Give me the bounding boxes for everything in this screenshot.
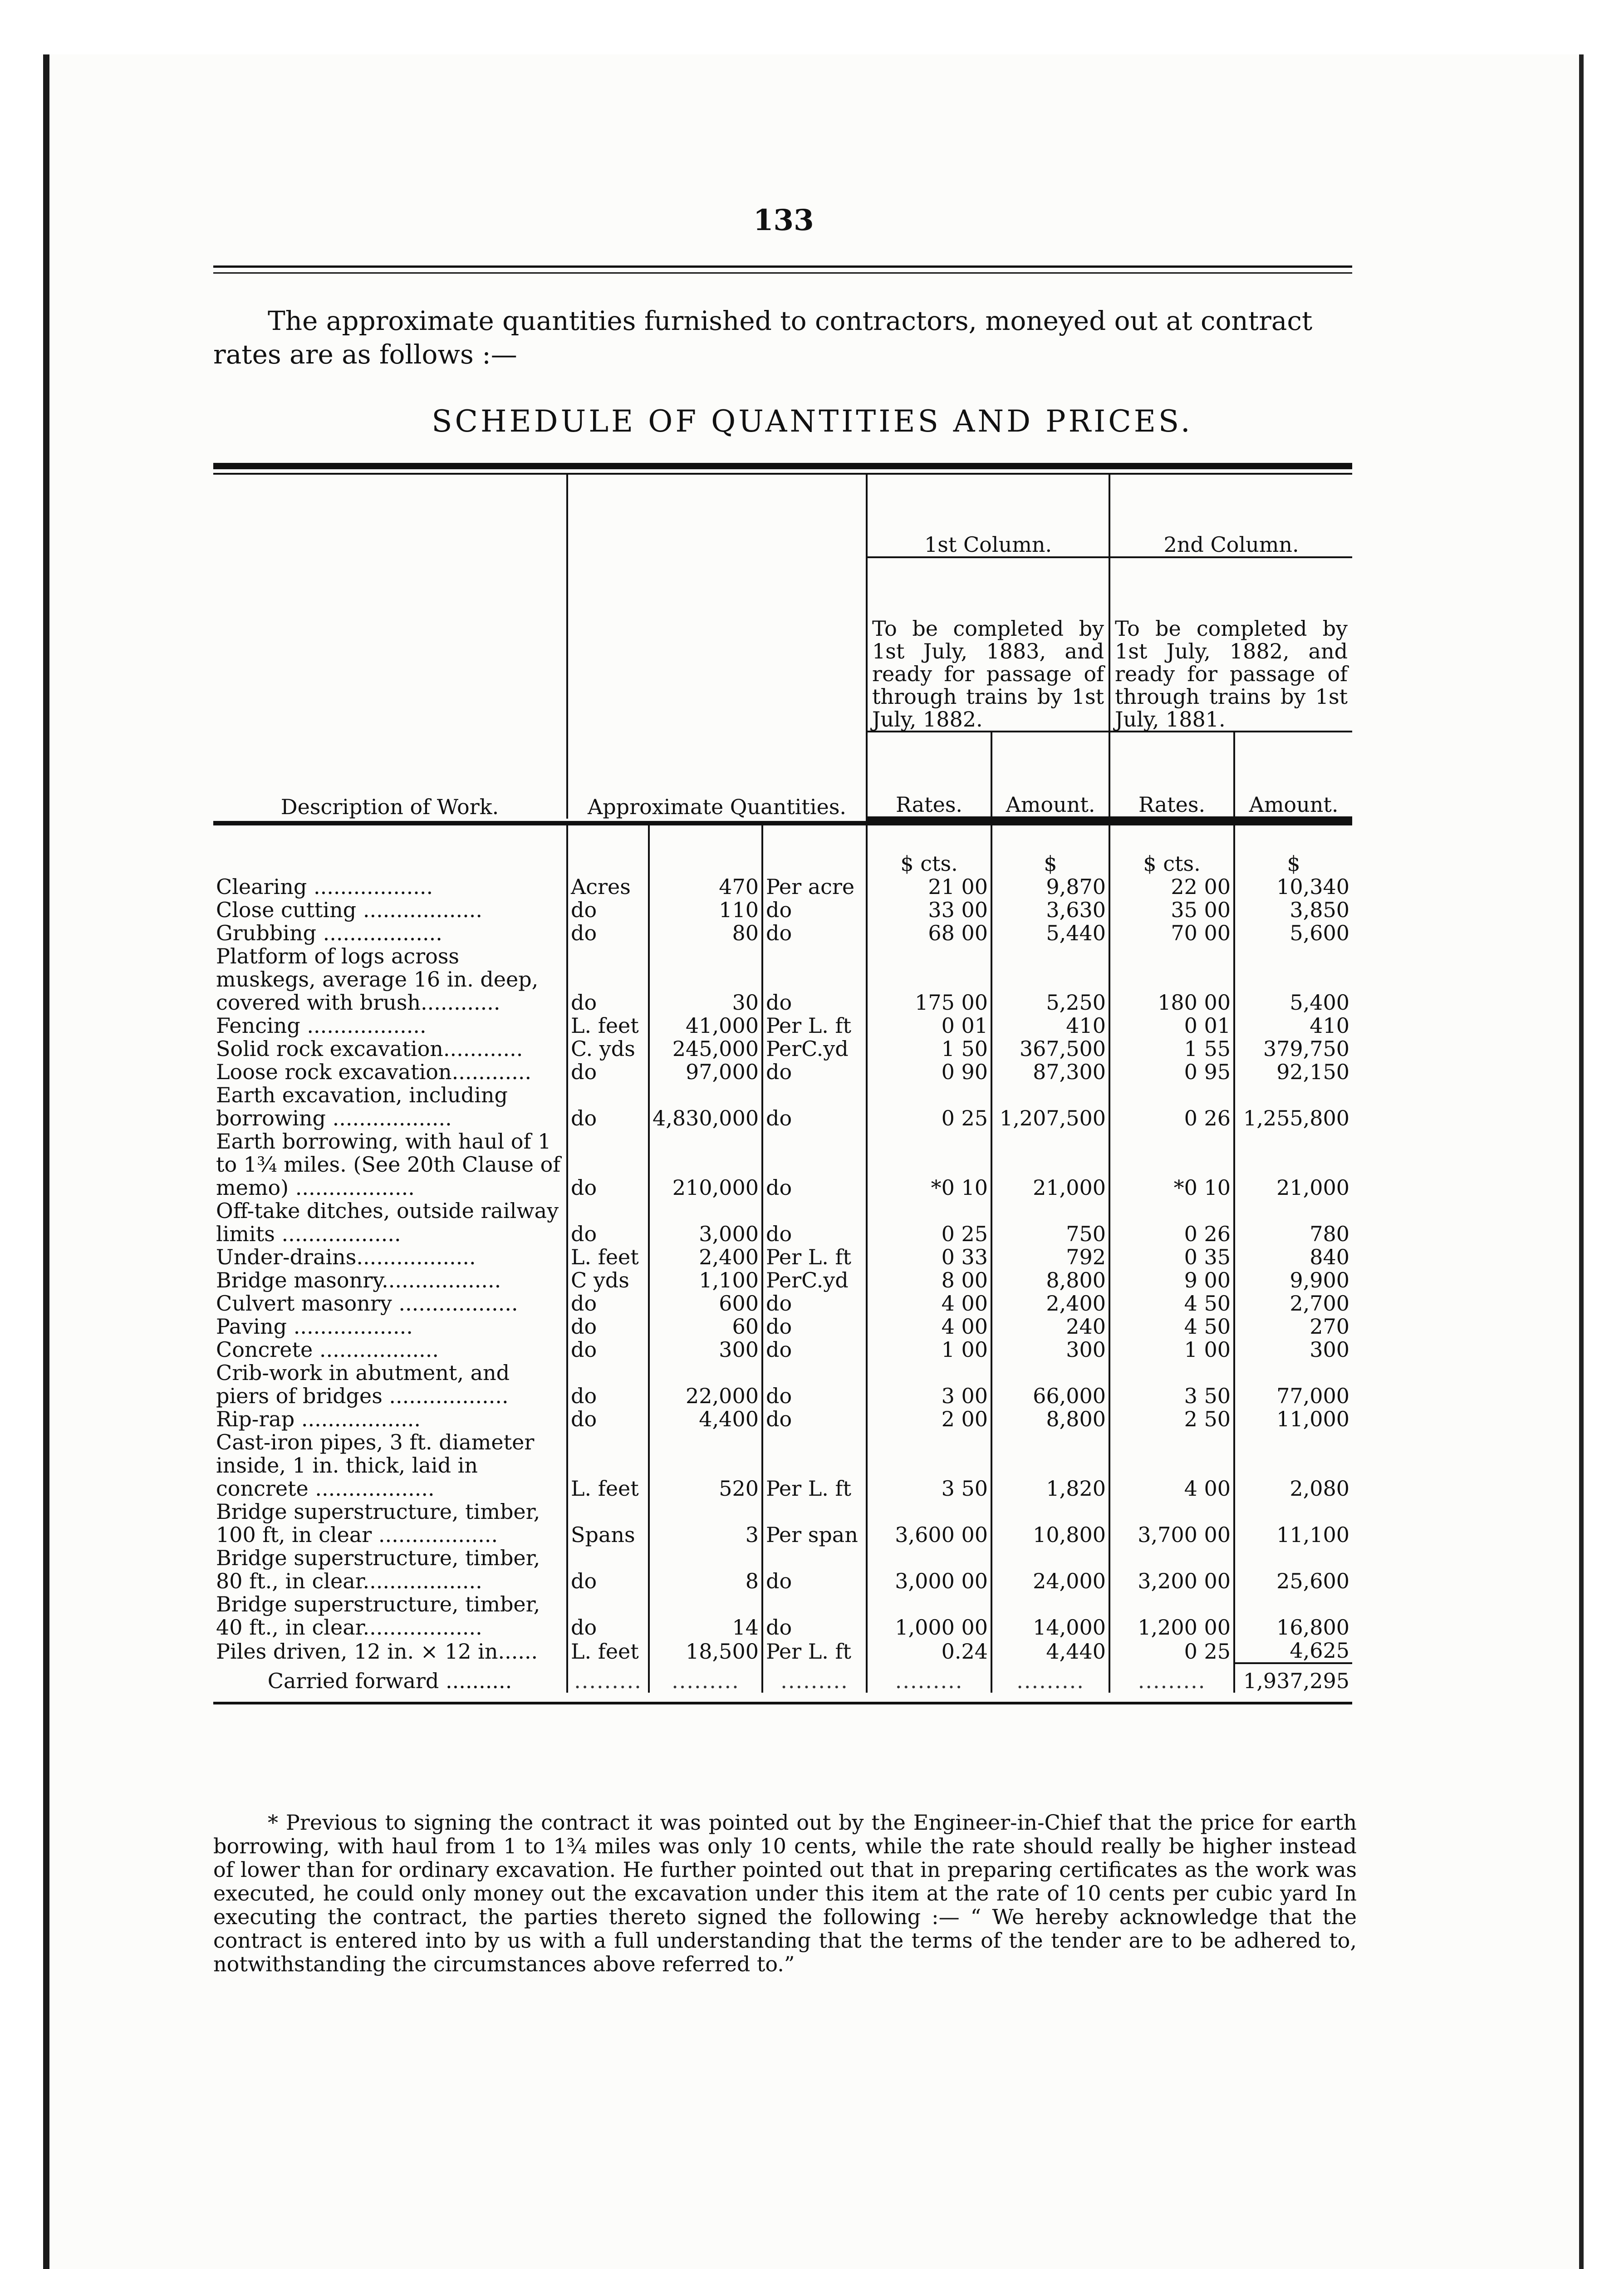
row-description: Crib-work in abutment, and piers of bridges ..................	[216, 1360, 510, 1408]
row-rate-col2: 35 00	[1109, 899, 1234, 922]
row-unit: do	[567, 1338, 649, 1361]
row-amount-col2: 9,900	[1234, 1269, 1352, 1292]
table-top-rule	[213, 463, 1352, 469]
row-amount-col2: 5,600	[1234, 922, 1352, 945]
table-row	[213, 1408, 1352, 1431]
row-rate-unit: do	[762, 945, 867, 1014]
row-rate-unit: Per L. ft	[762, 1246, 867, 1269]
row-quantity: 245,000	[649, 1037, 762, 1061]
row-quantity: 18,500	[649, 1639, 762, 1663]
row-rate-col2: 0 95	[1109, 1061, 1234, 1084]
row-unit: do	[567, 1084, 649, 1130]
row-rate-unit: Per L. ft	[762, 1431, 867, 1500]
header-amount-2: Amount.	[1234, 732, 1352, 819]
table-row	[213, 1500, 1352, 1547]
units-dollar-1: $	[991, 823, 1109, 875]
table-row	[213, 1084, 1352, 1130]
row-rate-col1: 4 00	[867, 1315, 991, 1338]
row-unit: Acres	[567, 875, 649, 899]
row-rate-col2: 0 35	[1109, 1246, 1234, 1269]
row-amount-col2: 410	[1234, 1014, 1352, 1037]
table-row	[213, 945, 1352, 1014]
row-amount-col2: 270	[1234, 1315, 1352, 1338]
table-row	[213, 1361, 1352, 1408]
table-row	[213, 922, 1352, 945]
row-quantity: 80	[649, 922, 762, 945]
header-col1: 1st Column.	[867, 475, 1109, 557]
row-rate-col1: 0 90	[867, 1061, 991, 1084]
row-unit: do	[567, 1199, 649, 1246]
row-rate-col2: 4 50	[1109, 1292, 1234, 1315]
row-unit: do	[567, 1315, 649, 1338]
table-row	[213, 1269, 1352, 1292]
row-description: Under-drains..................	[216, 1245, 476, 1269]
row-amount-col1: 792	[991, 1246, 1109, 1269]
row-rate-unit: do	[762, 1361, 867, 1408]
row-amount-col1: 2,400	[991, 1292, 1109, 1315]
row-rate-col2: 3,200 00	[1109, 1547, 1234, 1593]
row-description: Earth borrowing, with haul of 1 to 1¾ miles. (See 20th Clause of memo) ..................	[216, 1129, 561, 1200]
row-rate-col2: 180 00	[1109, 945, 1234, 1014]
carried-forward-total: 1,937,295	[1234, 1663, 1352, 1693]
row-quantity: 470	[649, 875, 762, 899]
row-rate-unit: Per span	[762, 1500, 867, 1547]
row-unit: do	[567, 922, 649, 945]
row-rate-col1: 1 50	[867, 1037, 991, 1061]
row-rate-col2: 0 26	[1109, 1084, 1234, 1130]
row-amount-col1: 8,800	[991, 1269, 1109, 1292]
row-amount-col1: 240	[991, 1315, 1109, 1338]
row-amount-col2: 11,100	[1234, 1500, 1352, 1547]
row-rate-col1: 175 00	[867, 945, 991, 1014]
row-amount-col2: 16,800	[1234, 1593, 1352, 1639]
units-dollar-2: $	[1234, 823, 1352, 875]
row-amount-col2: 1,255,800	[1234, 1084, 1352, 1130]
row-amount-col2: 780	[1234, 1199, 1352, 1246]
carried-forward-dots: .........	[649, 1663, 762, 1693]
table-row	[213, 1593, 1352, 1639]
row-rate-col1: 0.24	[867, 1639, 991, 1663]
row-description: Bridge superstructure, timber, 100 ft, in clear ..................	[216, 1499, 540, 1547]
row-amount-col1: 1,820	[991, 1431, 1109, 1500]
row-amount-col1: 10,800	[991, 1500, 1109, 1547]
row-rate-col1: 2 00	[867, 1408, 991, 1431]
table-row	[213, 1315, 1352, 1338]
row-rate-col2: *0 10	[1109, 1130, 1234, 1199]
row-rate-col1: 0 25	[867, 1199, 991, 1246]
header-description: Description of Work.	[280, 795, 499, 819]
row-rate-col2: 22 00	[1109, 875, 1234, 899]
row-rate-col2: 0 01	[1109, 1014, 1234, 1037]
row-description: Grubbing ..................	[216, 921, 442, 945]
row-rate-col1: 0 25	[867, 1084, 991, 1130]
row-quantity: 8	[649, 1547, 762, 1593]
row-rate-col1: 3,000 00	[867, 1547, 991, 1593]
row-quantity: 4,400	[649, 1408, 762, 1431]
table-row	[213, 1199, 1352, 1246]
table-row	[213, 1014, 1352, 1037]
row-description: Paving ..................	[216, 1314, 413, 1339]
row-rate-col2: 0 25	[1109, 1639, 1234, 1663]
row-description: Bridge superstructure, timber, 40 ft., in clear..................	[216, 1592, 540, 1640]
row-rate-col1: 1 00	[867, 1338, 991, 1361]
carried-forward-dots: .........	[762, 1663, 867, 1693]
row-rate-unit: Per L. ft	[762, 1014, 867, 1037]
table-row	[213, 899, 1352, 922]
row-unit: Spans	[567, 1500, 649, 1547]
schedule-title: SCHEDULE OF QUANTITIES AND PRICES.	[432, 404, 1193, 439]
row-description: Earth excavation, including borrowing ..................	[216, 1083, 508, 1130]
row-rate-unit: do	[762, 1338, 867, 1361]
row-rate-col1: 0 01	[867, 1014, 991, 1037]
row-quantity: 30	[649, 945, 762, 1014]
row-quantity: 3	[649, 1500, 762, 1547]
table-row	[213, 1130, 1352, 1199]
row-unit: do	[567, 1593, 649, 1639]
row-rate-unit: do	[762, 1292, 867, 1315]
row-description: Culvert masonry ..................	[216, 1291, 518, 1316]
row-rate-unit: Per acre	[762, 875, 867, 899]
row-quantity: 300	[649, 1338, 762, 1361]
row-rate-col1: 3 50	[867, 1431, 991, 1500]
row-amount-col1: 1,207,500	[991, 1084, 1109, 1130]
row-rate-col2: 1 55	[1109, 1037, 1234, 1061]
row-rate-col1: 8 00	[867, 1269, 991, 1292]
table-row	[213, 1547, 1352, 1593]
row-amount-col1: 410	[991, 1014, 1109, 1037]
table-row	[213, 1037, 1352, 1061]
row-amount-col1: 750	[991, 1199, 1109, 1246]
row-amount-col1: 8,800	[991, 1408, 1109, 1431]
header-rates-1: Rates.	[867, 732, 991, 819]
row-amount-col1: 9,870	[991, 875, 1109, 899]
schedule-table	[213, 475, 1352, 1693]
schedule-table-wrap	[213, 463, 1352, 1704]
row-rate-col2: 9 00	[1109, 1269, 1234, 1292]
row-quantity: 520	[649, 1431, 762, 1500]
row-quantity: 60	[649, 1315, 762, 1338]
row-unit: L. feet	[567, 1246, 649, 1269]
header-col2-condition: To be completed by 1st July, 1882, and ready for passage of through trains by 1st July, 1881.	[1115, 616, 1348, 732]
schedule-rows	[213, 875, 1352, 1663]
row-unit: C. yds	[567, 1037, 649, 1061]
carried-forward-dots: .........	[567, 1663, 649, 1693]
header-col1-condition: To be completed by 1st July, 1883, and ready for passage of through trains by 1st July, 1882.	[872, 616, 1104, 732]
row-rate-col1: 3 00	[867, 1361, 991, 1408]
units-dollar-cts-1: $ cts.	[867, 823, 991, 875]
row-rate-col1: 3,600 00	[867, 1500, 991, 1547]
row-amount-col2: 379,750	[1234, 1037, 1352, 1061]
row-amount-col2: 300	[1234, 1338, 1352, 1361]
row-quantity: 110	[649, 899, 762, 922]
row-unit: L. feet	[567, 1431, 649, 1500]
row-rate-col2: 4 00	[1109, 1431, 1234, 1500]
row-rate-unit: do	[762, 899, 867, 922]
row-unit: do	[567, 1292, 649, 1315]
row-unit: C yds	[567, 1269, 649, 1292]
row-quantity: 41,000	[649, 1014, 762, 1037]
row-rate-col2: 0 26	[1109, 1199, 1234, 1246]
row-unit: L. feet	[567, 1639, 649, 1663]
row-amount-col1: 87,300	[991, 1061, 1109, 1084]
row-rate-col1: 0 33	[867, 1246, 991, 1269]
row-rate-unit: do	[762, 1084, 867, 1130]
row-amount-col2: 4,625	[1234, 1639, 1352, 1663]
row-amount-col2: 77,000	[1234, 1361, 1352, 1408]
row-rate-col2: 1,200 00	[1109, 1593, 1234, 1639]
row-unit: L. feet	[567, 1014, 649, 1037]
row-amount-col2: 2,080	[1234, 1431, 1352, 1500]
row-rate-unit: do	[762, 1061, 867, 1084]
row-amount-col1: 66,000	[991, 1361, 1109, 1408]
table-row	[213, 1292, 1352, 1315]
row-rate-col1: *0 10	[867, 1130, 991, 1199]
row-amount-col2: 2,700	[1234, 1292, 1352, 1315]
row-amount-col1: 5,250	[991, 945, 1109, 1014]
row-rate-col2: 4 50	[1109, 1315, 1234, 1338]
table-row	[213, 875, 1352, 899]
header-rates-2: Rates.	[1109, 732, 1234, 819]
row-rate-unit: PerC.yd	[762, 1269, 867, 1292]
row-quantity: 3,000	[649, 1199, 762, 1246]
row-rate-col2: 3 50	[1109, 1361, 1234, 1408]
header-quantities: Approximate Quantities.	[567, 475, 867, 819]
row-amount-col1: 24,000	[991, 1547, 1109, 1593]
table-row	[213, 1061, 1352, 1084]
row-unit: do	[567, 1130, 649, 1199]
row-description: Piles driven, 12 in. × 12 in......	[216, 1639, 538, 1664]
row-description: Rip-rap ..................	[216, 1407, 421, 1431]
row-amount-col1: 4,440	[991, 1639, 1109, 1663]
row-unit: do	[567, 1361, 649, 1408]
units-dollar-cts-2: $ cts.	[1109, 823, 1234, 875]
row-description: Loose rock excavation............	[216, 1060, 532, 1084]
row-rate-unit: do	[762, 922, 867, 945]
row-rate-unit: Per L. ft	[762, 1639, 867, 1663]
row-quantity: 4,830,000	[649, 1084, 762, 1130]
row-rate-unit: do	[762, 1593, 867, 1639]
carried-forward-label: Carried forward ..........	[267, 1669, 512, 1693]
row-quantity: 97,000	[649, 1061, 762, 1084]
row-amount-col1: 367,500	[991, 1037, 1109, 1061]
row-quantity: 2,400	[649, 1246, 762, 1269]
row-quantity: 210,000	[649, 1130, 762, 1199]
row-rate-col1: 33 00	[867, 899, 991, 922]
row-amount-col1: 21,000	[991, 1130, 1109, 1199]
row-amount-col1: 5,440	[991, 922, 1109, 945]
intro-paragraph: The approximate quantities furnished to contractors, moneyed out at contract rates are as follows :—	[213, 305, 1313, 370]
row-rate-col1: 4 00	[867, 1292, 991, 1315]
table-row	[213, 1431, 1352, 1500]
row-amount-col1: 3,630	[991, 899, 1109, 922]
header-rule	[213, 265, 1352, 268]
row-amount-col2: 10,340	[1234, 875, 1352, 899]
row-description: Cast-iron pipes, 3 ft. diameter inside, 1 in. thick, laid in concrete ..................	[216, 1430, 535, 1501]
row-unit: do	[567, 899, 649, 922]
row-description: Off-take ditches, outside railway limits ..................	[216, 1198, 559, 1246]
row-rate-col2: 1 00	[1109, 1338, 1234, 1361]
row-rate-col2: 2 50	[1109, 1408, 1234, 1431]
row-amount-col2: 92,150	[1234, 1061, 1352, 1084]
row-quantity: 22,000	[649, 1361, 762, 1408]
row-rate-unit: PerC.yd	[762, 1037, 867, 1061]
row-description: Platform of logs across muskegs, average 16 in. deep, covered with brush............	[216, 944, 539, 1015]
table-row	[213, 1338, 1352, 1361]
row-description: Clearing ..................	[216, 874, 433, 899]
row-description: Concrete ..................	[216, 1337, 439, 1362]
row-quantity: 1,100	[649, 1269, 762, 1292]
row-description: Bridge superstructure, timber, 80 ft., in clear..................	[216, 1546, 540, 1593]
row-quantity: 14	[649, 1593, 762, 1639]
row-amount-col1: 14,000	[991, 1593, 1109, 1639]
row-description: Bridge masonry..................	[216, 1268, 501, 1292]
row-amount-col2: 25,600	[1234, 1547, 1352, 1593]
row-amount-col2: 21,000	[1234, 1130, 1352, 1199]
row-rate-unit: do	[762, 1130, 867, 1199]
row-unit: do	[567, 1547, 649, 1593]
row-amount-col2: 840	[1234, 1246, 1352, 1269]
row-amount-col2: 5,400	[1234, 945, 1352, 1014]
row-unit: do	[567, 1061, 649, 1084]
carried-forward-dots: .........	[867, 1663, 991, 1693]
header-amount-1: Amount.	[991, 732, 1109, 819]
page-number: 133	[753, 203, 814, 237]
row-rate-col2: 3,700 00	[1109, 1500, 1234, 1547]
row-rate-col1: 1,000 00	[867, 1593, 991, 1639]
table-row	[213, 1639, 1352, 1663]
row-amount-col2: 3,850	[1234, 899, 1352, 922]
row-unit: do	[567, 945, 649, 1014]
row-amount-col1: 300	[991, 1338, 1109, 1361]
row-rate-unit: do	[762, 1408, 867, 1431]
carried-forward-dots: .........	[991, 1663, 1109, 1693]
row-rate-unit: do	[762, 1315, 867, 1338]
carried-forward-dots: .........	[1109, 1663, 1234, 1693]
row-unit: do	[567, 1408, 649, 1431]
footnote: * Previous to signing the contract it was pointed out by the Engineer-in-Chief that the price for earth borrowing, with haul from 1 to 1¾ miles was only 10 cents, while the rate should really be higher instead of lower than for ordinary excavation. He further pointed out that in preparing certificates as the work was executed, he could only money out the excavation under this item at the rate of 10 cents per cubic yard In executing the contract, the parties thereto signed the following :— “ We hereby acknowledge that the contract is entered into by us with a full understanding that the terms of the tender are to be adhered to, notwithstanding the circumstances above referred to.”	[213, 1810, 1357, 1976]
table-bottom-rule	[213, 1702, 1352, 1704]
row-rate-unit: do	[762, 1199, 867, 1246]
table-row	[213, 1246, 1352, 1269]
row-rate-col2: 70 00	[1109, 922, 1234, 945]
row-rate-col1: 21 00	[867, 875, 991, 899]
row-amount-col2: 11,000	[1234, 1408, 1352, 1431]
row-quantity: 600	[649, 1292, 762, 1315]
row-description: Fencing ..................	[216, 1013, 427, 1038]
row-rate-unit: do	[762, 1547, 867, 1593]
header-col2: 2nd Column.	[1109, 475, 1352, 557]
row-rate-col1: 68 00	[867, 922, 991, 945]
row-description: Solid rock excavation............	[216, 1036, 523, 1061]
row-description: Close cutting ..................	[216, 898, 483, 922]
